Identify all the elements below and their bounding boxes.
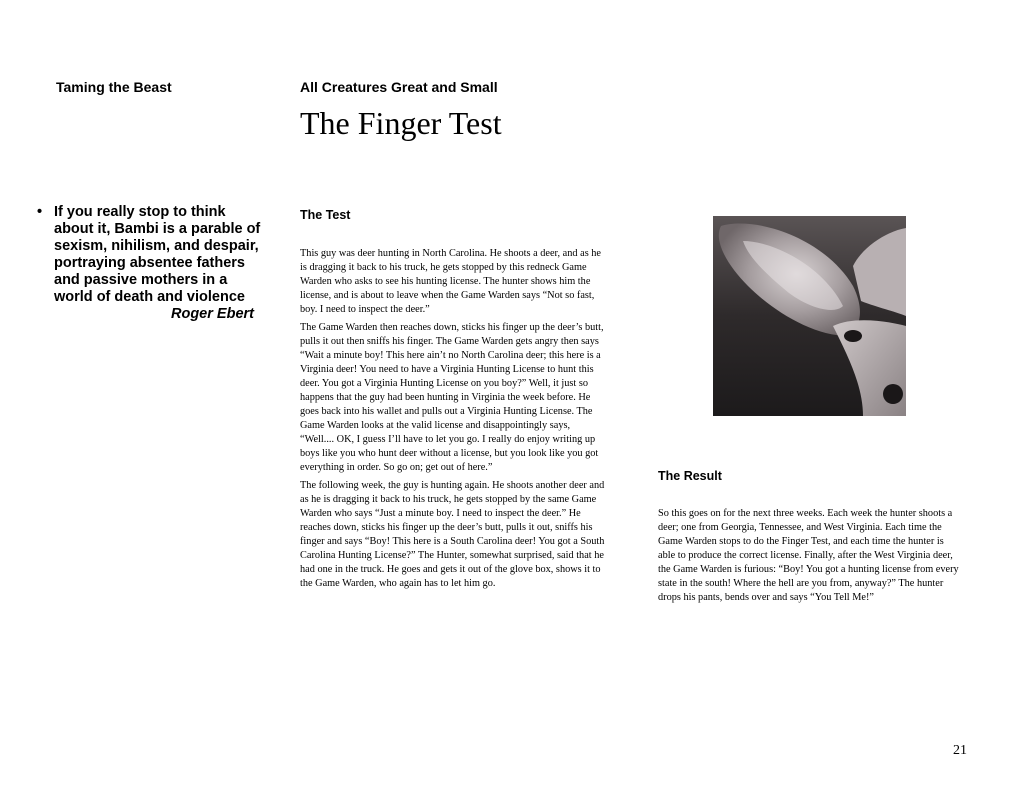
result-paragraph: So this goes on for the next three weeks. Each week the hunter shoots a deer; one from Georgia, Tennessee, and West Virginia. Each time the Game Warden stops to do the Finger Test, and each time the hunter is able to produce the correct license. Finally, after the West Virginia deer, the Game Warden is furious: “Boy! You got a hunting license from every state in the south! Where the hell are you from, anyway?” The hunter drops his pants, bends over and says “You Tell Me!”	[658, 508, 959, 603]
result-heading: The Result	[658, 469, 722, 483]
quote-block	[37, 204, 262, 323]
test-paragraph: The Game Warden then reaches down, sticks his finger up the deer’s butt, pulls it out then sniffs his finger. The Game Warden gets angry then says “Wait a minute boy! This here ain’t no North Carolina deer; this here is a Virginia deer! You need to have a Virginia Hunting License to hunt this deer. You got a Virginia Hunting License on you boy?” Well, it just so happens that the guy had been hunting in Virginia the week before. He goes back into his wallet and pulls out a Virginia Hunting License. The Game Warden looks at the valid license and disappointingly says, “Well.... OK, I guess I’ll have to let you go. I really do enjoy writing up boys like you who hunt deer without a license, but you look like you got everything in order. So go on; get out of here.”	[300, 322, 604, 473]
quote-text: If you really stop to think about it, Bambi is a parable of sexism, nihilism, and despair, portraying absentee fathers and passive mothers in a world of death and violence	[54, 204, 261, 305]
test-heading: The Test	[300, 208, 351, 222]
deer-photo	[713, 216, 906, 416]
result-body	[658, 507, 963, 609]
test-paragraph: The following week, the guy is hunting again. He shoots another deer and as he is dragging it back to his truck, he gets stopped by the same Game Warden who says “Just a minute boy. I need to inspect the deer.” He reaches down, sticks his finger up the deer’s butt, pulls it out, sniffs his finger and says “Boy! This here is a South Carolina deer! You got a South Carolina Hunting License?” The Hunter, somewhat surprised, said that he had one in the truck. He goes and gets it out of the glove box, shows it to the Game Warden, who again has to let him go.	[300, 480, 605, 589]
section-label-left: Taming the Beast	[56, 79, 172, 95]
page-number: 21	[953, 743, 967, 758]
section-label-middle: All Creatures Great and Small	[300, 79, 498, 95]
bullet-point: •	[37, 204, 43, 220]
test-paragraph: This guy was deer hunting in North Carolina. He shoots a deer, and as he is dragging it back to his truck, he gets stopped by this redneck Game Warden who asks to see his hunting license. The hunter shows him the license, and is about to leave when the Game Warden says “Not so fast, boy. I need to inspect the deer.”	[300, 248, 601, 315]
page-title: The Finger Test	[300, 105, 502, 141]
quote-attribution: Roger Ebert	[171, 306, 254, 322]
test-body	[300, 247, 605, 595]
